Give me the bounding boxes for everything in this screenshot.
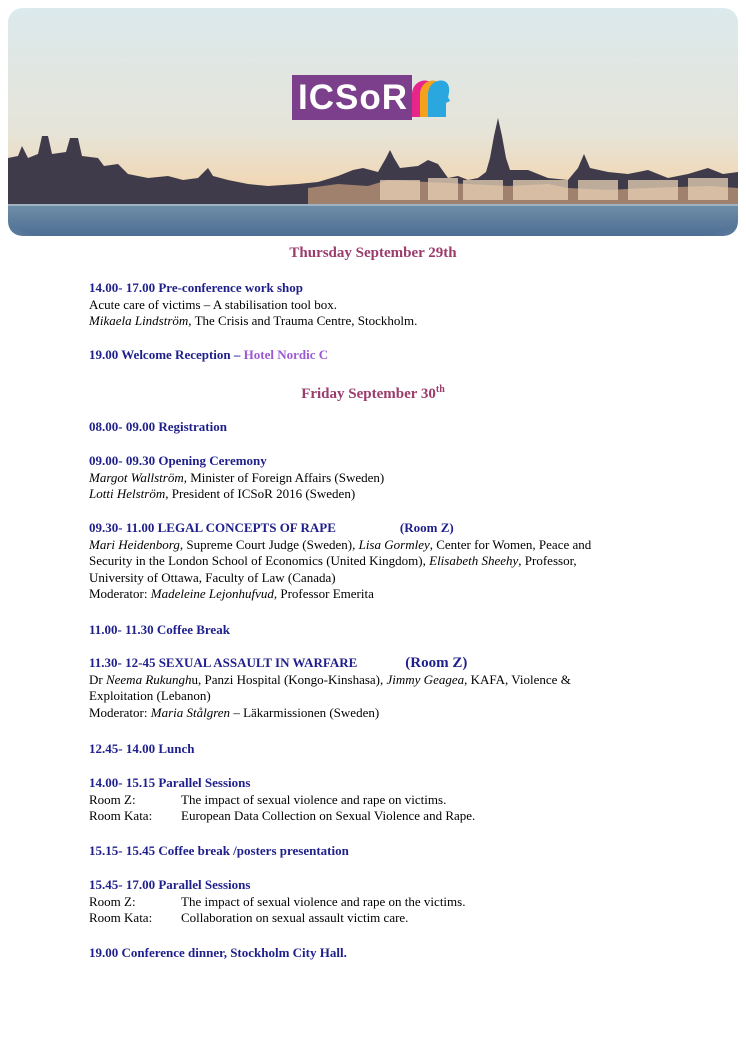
workshop-affiliation: The Crisis and Trauma Centre, Stockholm. [194,313,418,328]
logo-heads-icon [410,77,452,119]
warfare-heading: SEXUAL ASSAULT IN WARFARE [158,655,358,670]
logo-text: ICSoR [298,78,408,117]
parallel-1-topic-1: The impact of sexual violence and rape on victims. [181,791,447,807]
opening-role-2: , President of ICSoR 2016 (Sweden) [165,486,356,501]
workshop-speaker: Mikaela Lindström, [89,313,192,328]
parallel-1-topic-2: European Data Collection on Sexual Violence and Rape. [181,808,476,823]
parallel-1-room-2: Room Kata: [89,808,153,823]
lunch-block [89,741,679,758]
legal-block: 09.30- 11.00 LEGAL CONCEPTS OF RAPE (Room Z) Mari Heidenborg, Supreme Court Judge (Sweden), Lisa Gormley, Center for Women, Peace and Security in the London School of Economics (United Kingdom), Elisabeth Sheehy, Professor, University of Ottawa, Faculty of Law (Canada) Moderator: Madeleine Lejonhufvud, Professor Emerita [89,520,679,603]
registration-block [89,419,679,436]
coffee-break-1-heading: 11.00- 11.30 Coffee Break [89,622,230,637]
parallel-2-row [89,910,679,927]
legal-role-3: , Professor, [518,553,577,568]
legal-moderator-name: Madeleine Lejonhufvud [150,586,274,601]
opening-speaker-1: Margot Wallström, [89,469,187,485]
legal-speaker-3: Elisabeth Sheehy [429,553,519,568]
parallel-2-room-2: Room Kata: [89,910,153,925]
warfare-room: (Room Z) [405,655,468,671]
parallel-2-room-1: Room Z: [89,893,136,909]
warfare-moderator-label: Moderator: [89,704,148,720]
header-banner [8,8,738,236]
legal-speaker-1: Mari Heidenborg [89,536,180,552]
opening-role-1: Minister of Foreign Affairs (Sweden) [190,469,385,485]
warfare-role-2: , KAFA, Violence & [464,671,571,687]
parallel-1-row [89,808,679,825]
workshop-time: 14.00- 17.00 [89,280,156,295]
legal-speaker-2: Lisa Gormley [358,536,430,552]
warfare-role-1: u, Panzi Hospital (Kongo-Kinshasa), [191,671,384,687]
warfare-speaker-2: Jimmy Geagea [386,671,465,687]
parallel-2-topic-2: Collaboration on sexual assault victim care. [181,910,409,925]
opening-heading: 09.00- 09.30 Opening Ceremony [89,453,267,468]
parallel-1-heading: 14.00- 15.15 Parallel Sessions [89,775,251,790]
legal-room: (Room Z) [399,520,454,535]
workshop-block [89,280,679,330]
icsor-logo [292,75,453,120]
coffee-break-2 [89,843,679,860]
logo-box [292,75,412,120]
friday-title-sup: th [435,384,445,395]
reception-time: 19.00 [89,347,119,362]
warfare-speaker-1: Neema Rukungh [105,671,192,687]
warfare-dr: Dr [89,671,103,687]
warfare-role-2-cont: Exploitation (Lebanon) [89,688,211,703]
reception-title: Welcome Reception – [121,347,241,362]
coffee-break-2-heading: 15.15- 15.45 Coffee break /posters presentation [89,843,349,858]
warfare-time: 11.30- 12-45 [89,655,156,670]
parallel-2-block [89,877,679,927]
lunch-heading: 12.45- 14.00 Lunch [89,741,195,756]
dinner-block [89,945,679,962]
stockholm-skyline-image [8,8,738,236]
parallel-2-row [89,894,679,911]
workshop-subtitle: Acute care of victims – A stabilisation tool box. [89,296,338,312]
registration-heading: 08.00- 09.00 Registration [89,419,227,434]
parallel-1-room-1: Room Z: [89,791,136,807]
parallel-1-row [89,792,679,809]
opening-speaker-2: Lotti Helström [89,486,166,501]
legal-role-2-cont: Security in the London School of Economics (United Kingdom) [89,553,423,568]
warfare-moderator-role: – Läkarmissionen (Sweden) [233,704,380,720]
legal-moderator-label: Moderator: [89,586,148,601]
warfare-moderator-name: Maria Stålgren [150,704,231,720]
coffee-break-1 [89,622,679,639]
legal-heading: 09.30- 11.00 LEGAL CONCEPTS OF RAPE [89,520,336,535]
thursday-title: Thursday September 29th [289,245,457,261]
friday-title [0,384,746,403]
opening-block [89,453,679,503]
friday-title-text: Friday September 30 [301,386,436,402]
parallel-2-topic-1: The impact of sexual violence and rape on the victims. [181,893,466,909]
legal-moderator-role: , Professor Emerita [273,586,374,601]
workshop-title: Pre-conference work shop [158,280,304,295]
legal-role-1: , Supreme Court Judge (Sweden) [179,536,353,552]
dinner-heading: 19.00 Conference dinner, Stockholm City Hall. [89,945,347,960]
parallel-1-block [89,775,679,825]
reception-block [89,347,679,364]
parallel-2-heading: 15.45- 17.00 Parallel Sessions [89,877,251,892]
legal-role-3-cont: University of Ottawa, Faculty of Law (Canada) [89,569,336,585]
legal-role-2: , Center for Women, Peace and [429,536,592,552]
reception-venue: Hotel Nordic C [243,347,329,362]
warfare-block [89,655,679,721]
